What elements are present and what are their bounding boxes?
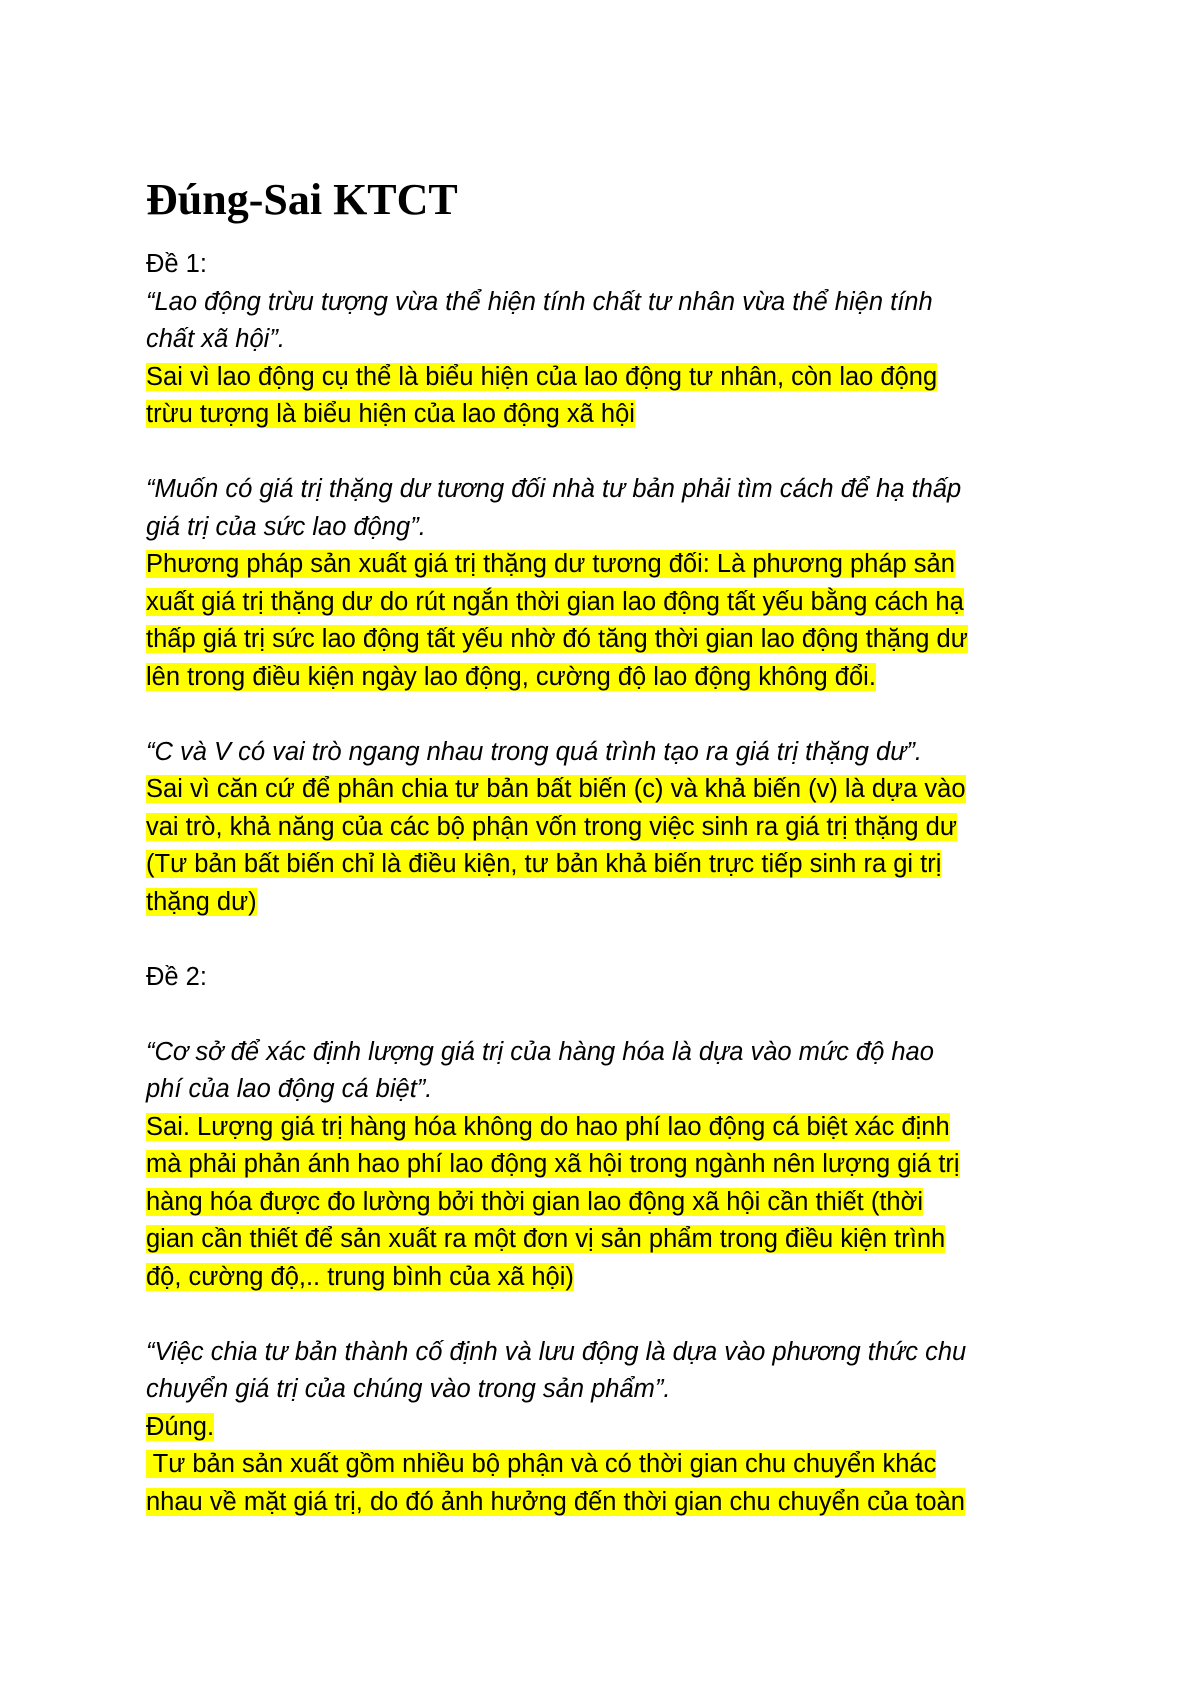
section-1 <box>146 246 1086 921</box>
question-line: “Lao động trừu tượng vừa thể hiện tính chất tư nhân vừa thể hiện tính <box>146 287 933 316</box>
answer-line: xuất giá trị thặng dư do rút ngắn thời gian lao động tất yếu bằng cách hạ <box>146 587 964 616</box>
answer-line: thấp giá trị sức lao động tất yếu nhờ đó tăng thời gian lao động thặng dư <box>146 625 968 653</box>
answer-line: Sai. Lượng giá trị hàng hóa không do hao phí lao động cá biệt xác định <box>146 1112 950 1141</box>
s1-question-3 <box>146 734 1086 772</box>
answer-line: nhau về mặt giá trị, do đó ảnh hưởng đến thời gian chu chuyển của toàn <box>146 1487 965 1516</box>
answer-line: mà phải phản ánh hao phí lao động xã hội trong ngành nên lượng giá trị <box>146 1150 960 1178</box>
answer-line: hàng hóa được đo lường bởi thời gian lao động xã hội cần thiết (thời <box>146 1187 923 1216</box>
question-line: chuyển giá trị của chúng vào trong sản phẩm”. <box>146 1375 671 1403</box>
answer-line: thặng dư) <box>146 887 257 916</box>
document-page <box>146 166 1086 1521</box>
answer-line: lên trong điều kiện ngày lao động, cường độ lao động không đổi. <box>146 662 876 691</box>
answer-line: Đúng. <box>146 1412 215 1441</box>
answer-line: Phương pháp sản xuất giá trị thặng dư tương đối: Là phương pháp sản <box>146 550 955 578</box>
s2-answer-2 <box>146 1409 1086 1522</box>
s1-answer-3 <box>146 771 1086 921</box>
spacer <box>146 1296 1086 1334</box>
answer-line: Sai vì căn cứ để phân chia tư bản bất biến (c) và khả biến (v) là dựa vào <box>146 775 966 803</box>
answer-line: (Tư bản bất biến chỉ là điều kiện, tư bản khả biến trực tiếp sinh ra gi trị <box>146 850 942 878</box>
s2-answer-1 <box>146 1109 1086 1297</box>
s1-question-1 <box>146 284 1086 359</box>
question-line: “Cơ sở để xác định lượng giá trị của hàng hóa là dựa vào mức độ hao <box>146 1037 934 1066</box>
question-line: “C và V có vai trò ngang nhau trong quá trình tạo ra giá trị thặng dư”. <box>146 737 922 766</box>
s1-question-2 <box>146 471 1086 546</box>
question-line: giá trị của sức lao động”. <box>146 512 426 541</box>
question-line: chất xã hội”. <box>146 325 285 353</box>
spacer <box>146 996 1086 1034</box>
spacer <box>146 921 1086 959</box>
s1-answer-1 <box>146 359 1086 434</box>
section-2-label: Đề 2: <box>146 962 207 991</box>
document-title: Đúng-Sai KTCT <box>146 175 458 224</box>
answer-line: độ, cường độ,.. trung bình của xã hội) <box>146 1262 574 1291</box>
section-1-label: Đề 1: <box>146 250 207 278</box>
answer-line: Sai vì lao động cụ thể là biểu hiện của lao động tư nhân, còn lao động <box>146 362 938 391</box>
section-2 <box>146 959 1086 1522</box>
question-line: “Việc chia tư bản thành cố định và lưu động là dựa vào phương thức chu <box>146 1337 967 1366</box>
spacer <box>146 696 1086 734</box>
answer-line: Tư bản sản xuất gồm nhiều bộ phận và có thời gian chu chuyển khác <box>146 1450 937 1478</box>
spacer <box>146 434 1086 472</box>
question-line: “Muốn có giá trị thặng dư tương đối nhà tư bản phải tìm cách để hạ thấp <box>146 475 962 503</box>
question-line: phí của lao động cá biệt”. <box>146 1075 433 1103</box>
s2-question-1 <box>146 1034 1086 1109</box>
s1-answer-2 <box>146 546 1086 696</box>
s2-question-2 <box>146 1334 1086 1409</box>
answer-line: vai trò, khả năng của các bộ phận vốn trong việc sinh ra giá trị thặng dư <box>146 812 957 841</box>
answer-line: trừu tượng là biểu hiện của lao động xã hội <box>146 400 635 428</box>
answer-line: gian cần thiết để sản xuất ra một đơn vị sản phẩm trong điều kiện trình <box>146 1225 946 1253</box>
